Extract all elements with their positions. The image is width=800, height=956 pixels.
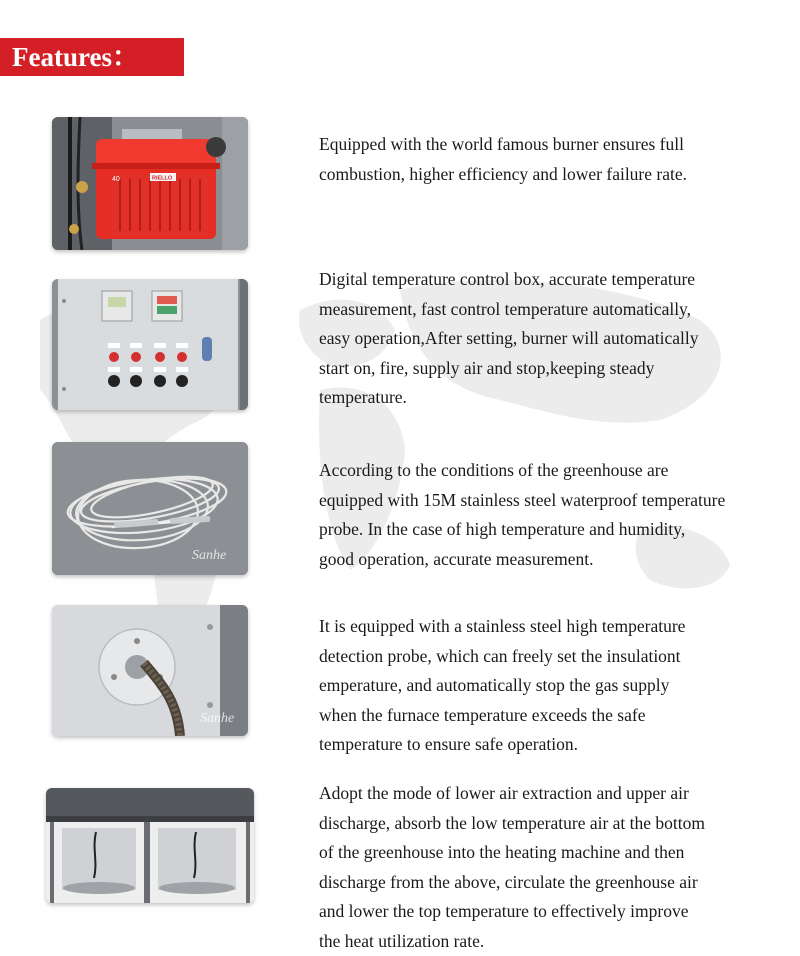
feature-description: Equipped with the world famous burner ensures full combustion, higher efficiency and lower failure rate.: [319, 134, 688, 184]
photo-watermark: Sanhe: [192, 548, 227, 563]
features-heading-colon: ：: [111, 42, 139, 72]
photo-watermark: Sanhe: [200, 711, 235, 726]
temperature-probe-cable-photo: [52, 442, 248, 575]
feature-description: According to the conditions of the greenhouse are equipped with 15M stainless steel waterproof temperature probe. In the case of high temperature and humidity, good operation, accurate measurement.: [319, 460, 726, 569]
air-fans-photo: [46, 788, 254, 903]
detection-probe-photo: [52, 605, 248, 736]
control-box-photo: [52, 279, 248, 410]
burner-model-label: 40: [112, 176, 120, 183]
features-heading-title: Features: [12, 42, 112, 72]
feature-description: It is equipped with a stainless steel high temperature detection probe, which can freely set the insulationt emperature, and automatically stop the gas supply when the furnace temperature exceeds the safe temperature to ensure safe operation.: [319, 616, 686, 754]
features-heading: [0, 38, 184, 76]
burner-brand-label: RIELLO: [152, 175, 173, 182]
feature-description: Digital temperature control box, accurate temperature measurement, fast control temperature automatically, easy operation,After setting, burner will automatically start on, fire, supply air and stop,keeping steady temperature.: [319, 269, 699, 407]
burner-photo: [52, 117, 248, 250]
feature-description: Adopt the mode of lower air extraction and upper air discharge, absorb the low temperature air at the bottom of the greenhouse into the heating machine and then discharge from the above, circulate the greenhouse air and lower the top temperature to effectively improve the heat utilization rate.: [319, 783, 706, 951]
